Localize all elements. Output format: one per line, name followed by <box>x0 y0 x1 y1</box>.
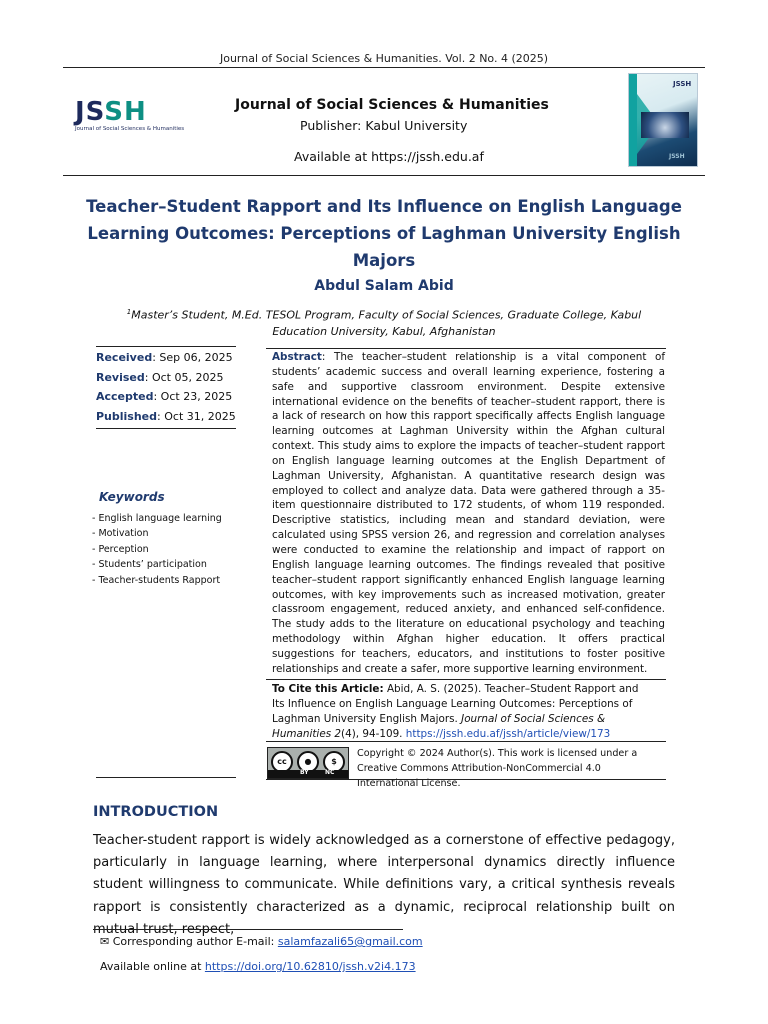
keyword-item: - Motivation <box>92 528 149 540</box>
logo-wordmark: JSSH <box>75 97 147 127</box>
journal-name: Journal of Social Sciences & Humanities <box>235 97 549 113</box>
footnote-rule <box>93 929 403 930</box>
keyword-item: - Students’ participation <box>92 559 207 571</box>
journal-url[interactable]: Available at https://jssh.edu.af <box>294 149 484 164</box>
date-revised: Revised: Oct 05, 2025 <box>96 370 224 384</box>
keyword-item: - Perception <box>92 543 149 555</box>
divider <box>266 779 666 780</box>
keyword-item: - English language learning <box>92 513 222 524</box>
author-affiliation: $^1$Master’s Student, M.Ed. TESOL Program, Faculty of Social Sciences, Graduate College, Kabul Education University, Kabul, Afghanistan <box>126 308 642 338</box>
divider <box>96 777 236 778</box>
divider <box>266 348 666 349</box>
journal-cover-image: JSSH JSSH <box>628 73 698 167</box>
article-title: Teacher–Student Rapport and Its Influence on English Language Learning Outcomes: Perceptions of Laghman University English Majors <box>86 197 682 270</box>
footnote-email: ✉ Corresponding author E-mail: salamfazali65@gmail.com <box>100 935 423 948</box>
author-name: Abdul Salam Abid <box>314 278 454 294</box>
masthead-rule <box>63 175 705 176</box>
cc-icon: cc <box>271 751 293 773</box>
article-dates <box>96 348 236 426</box>
running-head: Journal of Social Sciences & Humanities. Vol. 2 No. 4 (2025) <box>219 52 549 65</box>
footnote-doi: Available online at https://doi.org/10.62810/jssh.v2i4.173 <box>100 960 416 973</box>
email-link[interactable]: salamfazali65@gmail.com <box>277 935 423 948</box>
license-text: Copyright © 2024 Author(s). This work is licensed under a Creative Commons Attribution-NonCommercial 4.0 International License. <box>357 748 638 789</box>
non-commercial-icon: $ <box>323 751 345 773</box>
doi-link[interactable]: https://doi.org/10.62810/jssh.v2i4.173 <box>204 960 416 973</box>
date-received: Received: Sep 06, 2025 <box>96 351 233 364</box>
body-paragraph: Teacher-student rapport is widely acknowledged as a cornerstone of effective pedagogy, particularly in language learning, where interpersonal dynamics directly influence student willingness to communicate. While definitions vary, a critical synthesis reveals rapport is consistently characterized as a dynamic, reciprocal relationship built on mutual trust, respect, <box>93 833 675 937</box>
divider <box>96 346 236 347</box>
article-link[interactable]: https://jssh.edu.af/jssh/article/view/173 <box>405 728 611 740</box>
divider <box>266 679 666 680</box>
logo-subtitle: Journal of Social Sciences & Humanities <box>75 126 185 132</box>
divider <box>266 741 666 742</box>
keywords-heading: Keywords <box>99 490 165 504</box>
person-icon: ● <box>297 751 319 773</box>
section-heading: INTRODUCTION <box>93 804 219 820</box>
date-accepted: Accepted: Oct 23, 2025 <box>96 390 233 403</box>
cc-license-badge[interactable]: cc ● $ BY NC <box>267 747 349 779</box>
citation: To Cite this Article: Abid, A. S. (2025). Teacher–Student Rapport and Its Influence on English Language Learning Outcomes: Perceptions of Laghman University English Majors. Journal of Social Sciences & Humanities 2(4), 94-109. https://jssh.edu.af/jssh/article/view/173 <box>272 683 639 740</box>
journal-logo <box>75 99 190 132</box>
keyword-item: - Teacher-students Rapport <box>92 574 221 586</box>
envelope-icon: ✉ <box>100 935 110 948</box>
keywords-list <box>92 511 242 588</box>
abstract: Abstract: The teacher–student relationship is a vital component of students’ academic success and overall learning experience, fostering a safe and supportive classroom environment. Despite extensive international evidence on the benefits of teacher–student rapport, there is a lack of research on how this rapport specifically affects English language learning outcomes at Laghman University within the Afghan cultural context. This study aims to explore the impacts of teacher–student rapport on English language learning outcomes at the English Department of Laghman University, Afghanistan. A quantitative research design was employed to collect and analyze data. Data were gathered through a 35-item questionnaire distributed to 172 students, of whom 119 responded. Descriptive statistics, including mean and standard deviation, were calculated using SPSS version 26, and regression and correlation analyses were conducted to examine the relationship and impact of rapport on English language learning outcomes. The findings revealed that positive teacher–student rapport significantly enhanced English language learning outcomes, with key improvements such as increased motivation, greater classroom engagement, reduced anxiety, and enhanced self-confidence. The study adds to the literature on educational psychology and teaching methodology within Afghan higher education. It offers practical suggestions for teachers, educators, and institutions to foster positive relationships and create a safer, more supportive learning environment. <box>272 351 665 675</box>
publisher: Publisher: Kabul University <box>300 118 468 133</box>
header-rule <box>63 67 705 68</box>
date-published: Published: Oct 31, 2025 <box>96 409 236 423</box>
divider <box>96 428 236 429</box>
